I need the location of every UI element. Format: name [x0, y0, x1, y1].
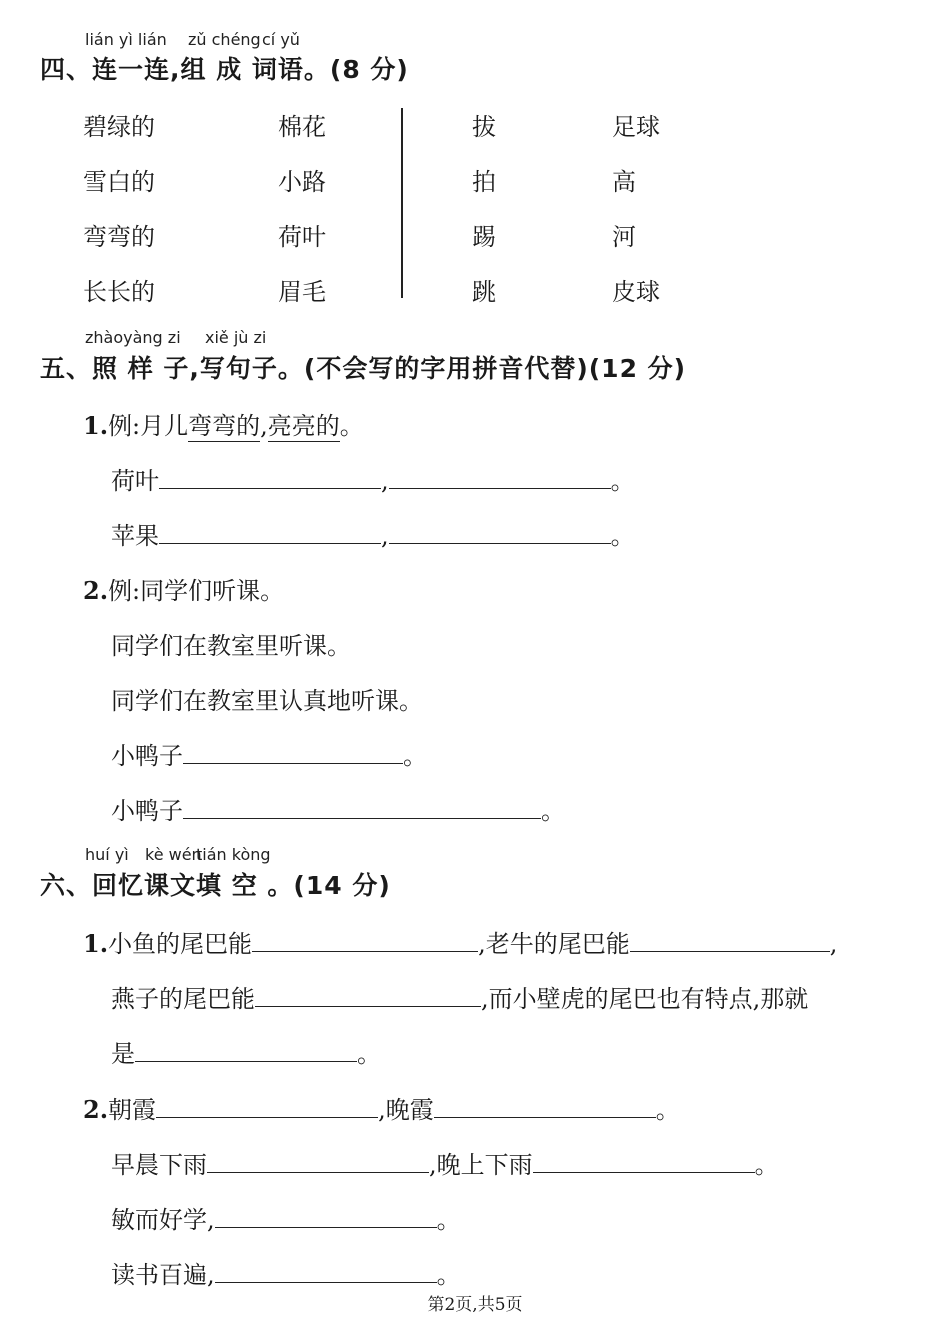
s5-q2-prompt1-label: 小鸭子: [111, 742, 183, 770]
answer-blank[interactable]: [255, 984, 481, 1007]
s5-q2-line2: 同学们在教室里认真地听课。: [111, 687, 423, 715]
s5-q1-example: [83, 406, 364, 441]
answer-blank[interactable]: [389, 466, 611, 489]
pinyin-tian-kong: tián kòng: [196, 845, 271, 864]
s5-q1-comma: ,: [260, 412, 268, 440]
s5-q2-example-text: 例:同学们听课。: [108, 577, 285, 605]
pinyin-ci-yu: cí yǔ: [262, 30, 300, 49]
answer-blank[interactable]: [434, 1095, 656, 1118]
s6-q1-d: 燕子的尾巴能: [111, 985, 255, 1013]
answer-blank[interactable]: [215, 1205, 437, 1228]
pinyin-zhao-yang-zi: zhàoyàng zi: [85, 328, 181, 347]
match-left-a-4[interactable]: 长长的: [83, 278, 155, 306]
answer-blank[interactable]: [252, 929, 478, 952]
period: 。: [610, 522, 635, 550]
period: 。: [754, 1151, 779, 1179]
period: 。: [436, 1206, 461, 1234]
answer-blank[interactable]: [389, 521, 611, 544]
answer-blank[interactable]: [159, 521, 381, 544]
match-left-b-3[interactable]: 荷叶: [278, 223, 326, 251]
s6-q1-a: 小鱼的尾巴能: [108, 930, 253, 958]
s5-q1-row-2: 苹果 , 。: [111, 522, 635, 550]
match-right-b-3[interactable]: 河: [612, 223, 636, 251]
s6-q1-line1: [83, 924, 837, 959]
s6-q2-line3: [111, 1200, 461, 1235]
s5-q1-prefix: 例:月儿: [108, 412, 189, 440]
match-left-a-3[interactable]: 弯弯的: [83, 223, 155, 251]
s5-q1-row-1-label: 荷叶: [111, 467, 159, 495]
match-left-b-4[interactable]: 眉毛: [278, 278, 326, 306]
page-footer: 第2页,共5页: [427, 1295, 523, 1315]
s6-q1-f: 是: [111, 1040, 135, 1068]
s6-q2-e: 敏而好学,: [111, 1206, 215, 1234]
s5-q1-number: 1.: [83, 411, 109, 440]
s6-q2-line2: [111, 1145, 779, 1180]
match-right-b-4[interactable]: 皮球: [612, 278, 660, 306]
pinyin-ke-wen: kè wén: [145, 845, 202, 864]
match-right-a-1[interactable]: 拔: [472, 113, 496, 141]
s6-q1-e: ,而小壁虎的尾巴也有特点,那就: [481, 985, 809, 1013]
s6-q2-line1: [83, 1090, 680, 1125]
answer-blank[interactable]: [533, 1150, 755, 1173]
s5-q2-example: [83, 571, 284, 606]
answer-blank[interactable]: [135, 1039, 357, 1062]
section4-title: 四、连一连,组 成 词语。(8 分): [40, 55, 409, 84]
answer-blank[interactable]: [159, 466, 381, 489]
s5-q2-line1: 同学们在教室里听课。: [111, 632, 351, 660]
s6-q2-a: 朝霞: [108, 1096, 157, 1124]
answer-blank[interactable]: [630, 929, 830, 952]
s6-q1-line3: [111, 1034, 381, 1069]
column-divider: [401, 108, 403, 298]
s6-q1-c: ,: [829, 930, 838, 958]
match-left-b-2[interactable]: 小路: [278, 168, 326, 196]
s6-q2-d: ,晚上下雨: [429, 1151, 533, 1179]
period: 。: [357, 1040, 381, 1068]
match-right-b-2[interactable]: 高: [612, 168, 636, 196]
section5-title: 五、照 样 子,写句子。(不会写的字用拼音代替)(12 分): [40, 354, 687, 383]
s6-q2-c: 早晨下雨: [111, 1151, 207, 1179]
s5-q2-prompt2: [111, 791, 565, 826]
match-right-b-1[interactable]: 足球: [612, 113, 660, 141]
s6-q2-number: 2.: [83, 1095, 109, 1124]
s6-q1-line2: [111, 979, 808, 1014]
period: 。: [436, 1261, 461, 1289]
s5-q1-row-1: 荷叶 , 。: [111, 467, 635, 495]
s6-q2-line4: [111, 1255, 461, 1290]
answer-blank[interactable]: [183, 796, 541, 819]
s6-q2-b: ,晚霞: [378, 1096, 434, 1124]
pinyin-zu-cheng: zǔ chéng: [188, 30, 261, 49]
s5-q2-number: 2.: [83, 576, 109, 605]
match-right-a-4[interactable]: 跳: [472, 278, 496, 306]
period: 。: [655, 1096, 680, 1124]
s5-q1-word2: 亮亮的: [267, 412, 340, 440]
s5-q2-prompt1: [111, 736, 427, 771]
match-right-a-2[interactable]: 拍: [472, 168, 496, 196]
answer-blank[interactable]: [183, 741, 403, 764]
s5-q1-row-2-label: 苹果: [111, 522, 159, 550]
pinyin-xie-ju-zi: xiě jù zi: [205, 328, 267, 347]
match-left-a-1[interactable]: 碧绿的: [83, 113, 155, 141]
answer-blank[interactable]: [156, 1095, 378, 1118]
match-left-a-2[interactable]: 雪白的: [83, 168, 155, 196]
pinyin-hui-yi: huí yì: [85, 845, 129, 864]
s6-q1-b: ,老牛的尾巴能: [478, 930, 630, 958]
section6-title: 六、回忆课文填 空 。(14 分): [40, 871, 391, 900]
s6-q2-f: 读书百遍,: [111, 1261, 215, 1289]
period: 。: [403, 742, 427, 770]
answer-blank[interactable]: [207, 1150, 429, 1173]
period: 。: [610, 467, 635, 495]
match-left-b-1[interactable]: 棉花: [278, 113, 326, 141]
period: 。: [541, 797, 565, 825]
match-right-a-3[interactable]: 踢: [472, 223, 496, 251]
s6-q1-number: 1.: [83, 929, 109, 958]
s5-q1-end: 。: [339, 412, 364, 440]
pinyin-lian-yi-lian: lián yì lián: [85, 30, 167, 49]
answer-blank[interactable]: [215, 1260, 437, 1283]
s5-q2-prompt2-label: 小鸭子: [111, 797, 183, 825]
s5-q1-word1: 弯弯的: [188, 412, 261, 440]
